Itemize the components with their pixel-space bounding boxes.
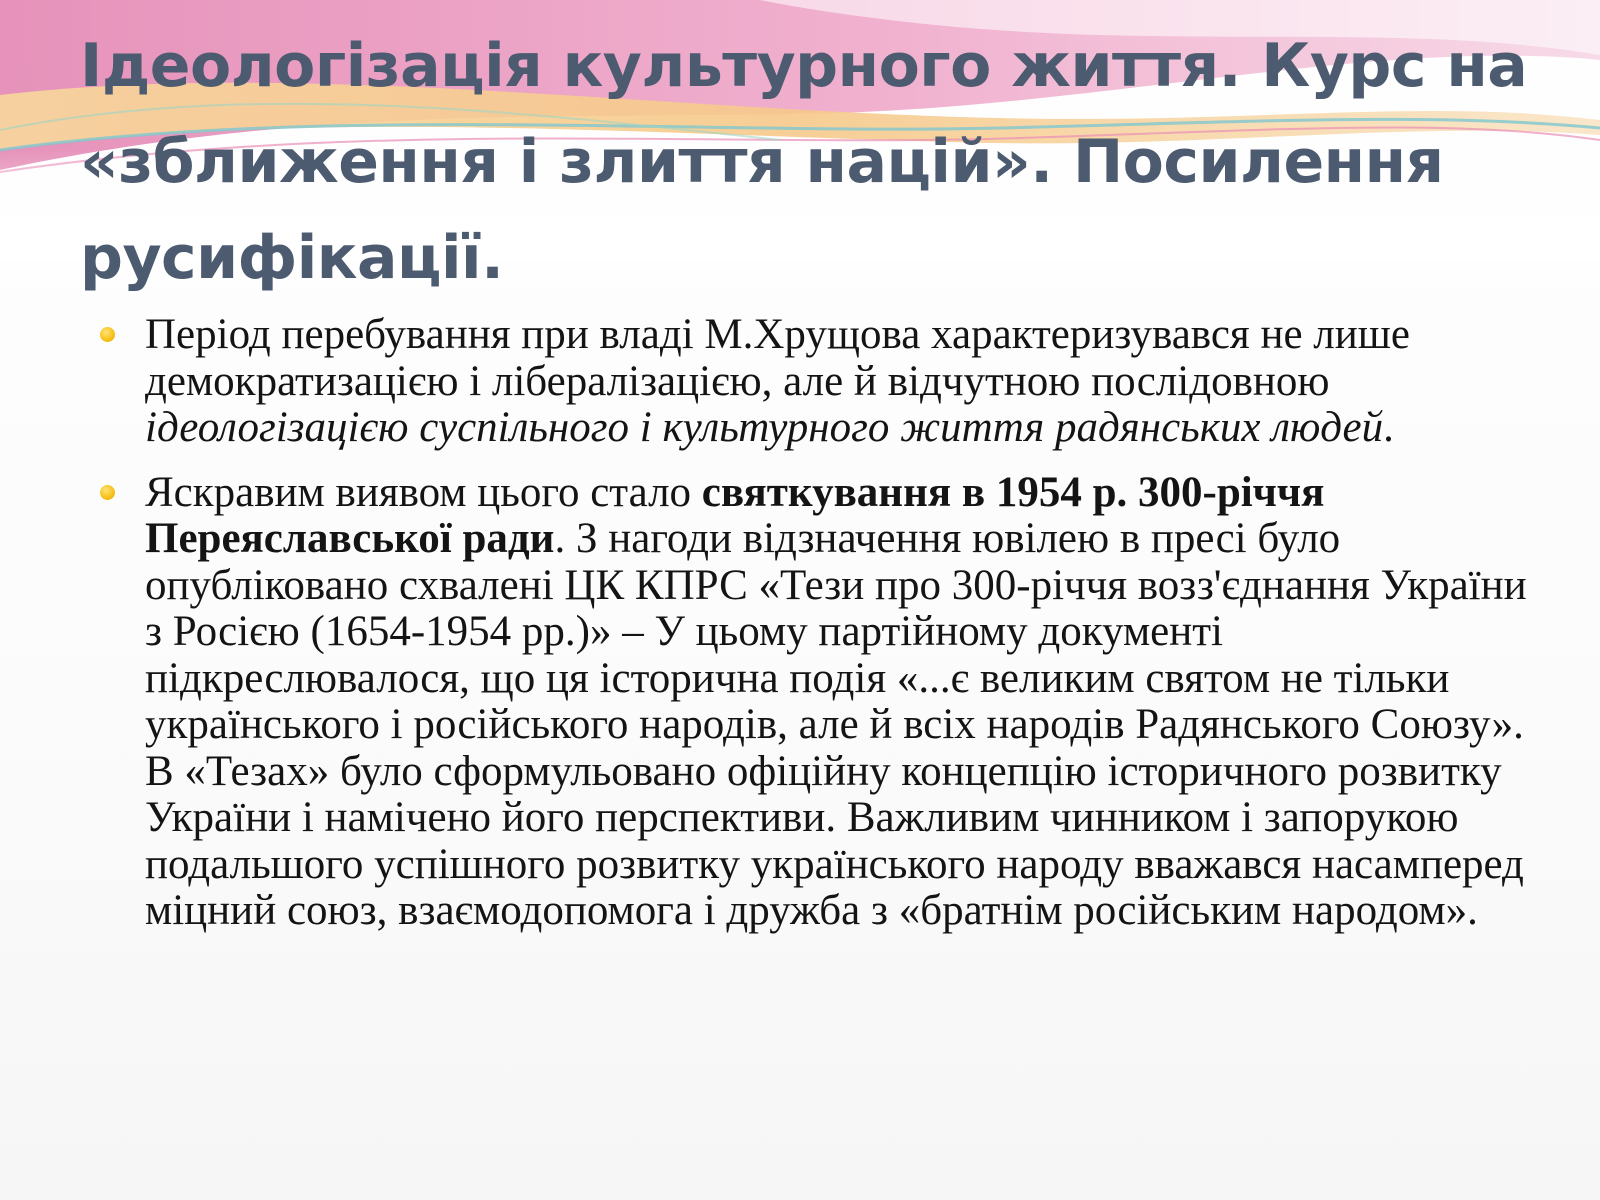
bullet-text-end: . З нагоди відзначення ювілею в пресі було опубліковано схвалені ЦК КПРС «Тези про 300-річчя возз'єднання України з Росією (1654-1954 рр.)» – У цьому партійному документі підкреслювалося, що ця історична подія «...є великим святом не тільки українського і російського народів, але й всіх народів Радянського Союзу». В «Тезах» було сформульовано офіційну концепцію історичного розвитку України і намічено його перспективи. Важливим чинником і запорукою подальшого успішного розвитку українського народу вважався насамперед міцний союз, взаємодопомога і дружба з «братнім російським народом». [145,515,1527,934]
bullet-dot-icon [100,327,115,342]
bullet-item-khrushchev-period [100,312,1540,452]
bullet-text: Період перебування при владі М.Хрущова характеризувався не лише демократизацією і лібералізацією, але й відчутною послідовною [145,311,1410,405]
bullet-italic-text: ідеологізацією суспільного і культурного життя радянських людей [145,404,1384,451]
bullet-item-pereyaslav-anniversary [100,470,1540,935]
bullet-dot-icon [100,485,115,500]
bullet-text: Яскравим виявом цього стало [145,468,702,516]
bullet-text-end: . [1383,404,1394,451]
slide-title: Ідеологізація культурного життя. Курс на «зближення і злиття націй». Посилення русифікації. [80,31,1528,293]
bullet-list [100,312,1540,953]
bullet-bold-text: святкування в 1954 р. 300-річчя Переяславської ради [145,468,1325,562]
